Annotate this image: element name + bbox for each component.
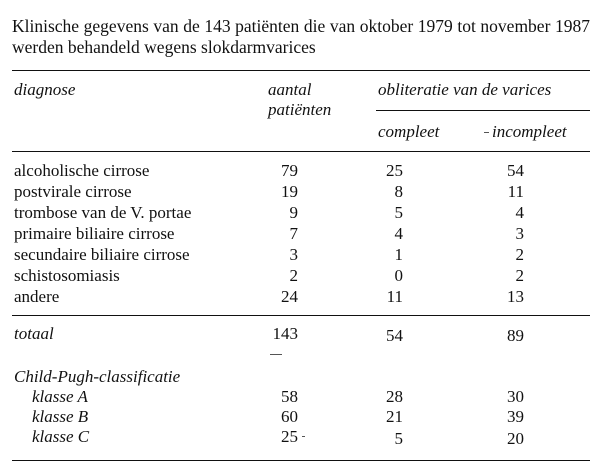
header-aantal-line2: patiënten (268, 100, 332, 119)
totaal-compleet: 54 (386, 326, 403, 345)
row-label: postvirale cirrose (14, 182, 132, 201)
header-obliteratie: obliteratie van de varices (378, 80, 552, 99)
row-aantal: 9 (289, 203, 298, 222)
row-incompleet: 2 (515, 266, 524, 285)
row-label: andere (14, 287, 60, 306)
bottom-rule (12, 460, 590, 461)
header-compleet: compleet (378, 122, 440, 141)
klasse-label: klasse A (32, 387, 88, 406)
totaal-aantal: 143 (272, 324, 298, 343)
klasse-compleet: 21 (386, 407, 403, 426)
klasse-compleet: 5 (394, 429, 403, 448)
row-incompleet: 3 (515, 224, 524, 243)
row-compleet: 4 (394, 224, 403, 243)
totaal-speck-mark (270, 354, 282, 355)
row-compleet: 5 (394, 203, 403, 222)
row-compleet: 0 (394, 266, 403, 285)
row-aantal: 2 (289, 266, 298, 285)
row-compleet: 1 (394, 245, 403, 264)
totals-rule (12, 315, 590, 316)
klasse-c-speck-mark (302, 436, 305, 437)
child-pugh-heading: Child-Pugh-classificatie (14, 367, 181, 386)
klasse-aantal: 58 (281, 387, 298, 406)
row-aantal: 19 (281, 182, 298, 201)
klasse-compleet: 28 (386, 387, 403, 406)
klasse-incompleet: 39 (507, 407, 524, 426)
row-label: schistosomiasis (14, 266, 120, 285)
row-incompleet: 13 (507, 287, 524, 306)
header-aantal (268, 80, 331, 120)
header-aantal-line1: aantal (268, 80, 312, 99)
row-incompleet: 4 (515, 203, 524, 222)
row-compleet: 25 (386, 161, 403, 180)
klasse-aantal: 60 (281, 407, 298, 426)
header-rule (12, 151, 590, 152)
row-incompleet: 11 (507, 182, 524, 201)
row-aantal: 3 (289, 245, 298, 264)
row-compleet: 8 (394, 182, 403, 201)
row-aantal: 7 (289, 224, 298, 243)
table-caption: Klinische gegevens van de 143 patiënten die van oktober 1979 tot november 1987 werden behandeld wegens slokdarmvarices (12, 16, 590, 57)
totaal-label: totaal (14, 324, 54, 343)
row-label: primaire biliaire cirrose (14, 224, 175, 243)
klasse-aantal: 25 (281, 427, 298, 446)
row-incompleet: 54 (507, 161, 524, 180)
klasse-incompleet: 30 (507, 387, 524, 406)
row-label: alcoholische cirrose (14, 161, 150, 180)
row-label: secundaire biliaire cirrose (14, 245, 190, 264)
obliteratie-subrule (376, 110, 590, 111)
row-compleet: 11 (386, 287, 403, 306)
header-speck-mark (484, 132, 489, 133)
row-label: trombose van de V. portae (14, 203, 192, 222)
row-incompleet: 2 (515, 245, 524, 264)
klasse-label: klasse B (32, 407, 89, 426)
totaal-incompleet: 89 (507, 326, 524, 345)
row-aantal: 79 (281, 161, 298, 180)
top-rule (12, 70, 590, 71)
klasse-incompleet: 20 (507, 429, 524, 448)
header-incompleet: incompleet (492, 122, 567, 141)
header-diagnose: diagnose (14, 80, 76, 99)
row-aantal: 24 (281, 287, 298, 306)
klasse-label: klasse C (32, 427, 90, 446)
